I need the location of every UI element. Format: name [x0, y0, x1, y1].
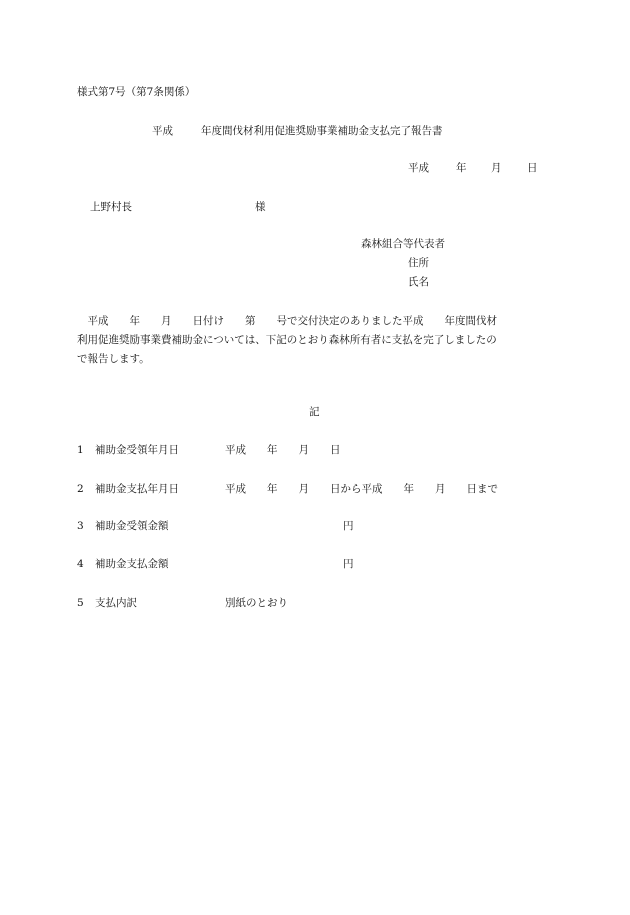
item-label: 支払内訳: [95, 597, 137, 609]
item-number: 4: [77, 558, 84, 570]
item-number: 5: [77, 597, 84, 609]
sender-title: 森林組合等代表者: [361, 238, 445, 250]
date-month: 月: [491, 162, 502, 174]
date-day: 日: [527, 162, 538, 174]
sender-address-label: 住所: [408, 257, 429, 269]
item-value: 平成 年 月 日: [225, 444, 341, 456]
item-value: 円: [343, 520, 354, 532]
item-value: 別紙のとおり: [225, 597, 288, 609]
addressee-honorific: 様: [255, 201, 266, 213]
date-year: 年: [456, 162, 467, 174]
item-number: 1: [77, 444, 84, 456]
document-title: 年度間伐材利用促進奨励事業補助金支払完了報告書: [201, 125, 443, 137]
item-label: 補助金支払年月日: [95, 483, 179, 495]
note-heading: 記: [309, 406, 320, 418]
item-number: 3: [77, 520, 84, 532]
body-line-3: で報告します。: [77, 353, 150, 365]
item-value: 平成 年 月 日から平成 年 月 日まで: [225, 483, 498, 495]
item-label: 補助金支払金額: [95, 558, 169, 570]
title-era: 平成: [152, 125, 173, 137]
body-line-2: 利用促進奨励事業費補助金については、下記のとおり森林所有者に支払を完了しましたの: [77, 334, 497, 346]
form-number: 様式第7号（第7条関係）: [77, 86, 196, 98]
item-value: 円: [343, 558, 354, 570]
date-era: 平成: [408, 162, 429, 174]
item-number: 2: [77, 483, 84, 495]
item-label: 補助金受領金額: [95, 520, 169, 532]
addressee-name: 上野村長: [90, 201, 132, 213]
sender-name-label: 氏名: [408, 276, 429, 288]
item-label: 補助金受領年月日: [95, 444, 179, 456]
body-line-1: 平成 年 月 日付け 第 号で交付決定のありました平成 年度間伐材: [77, 315, 497, 327]
